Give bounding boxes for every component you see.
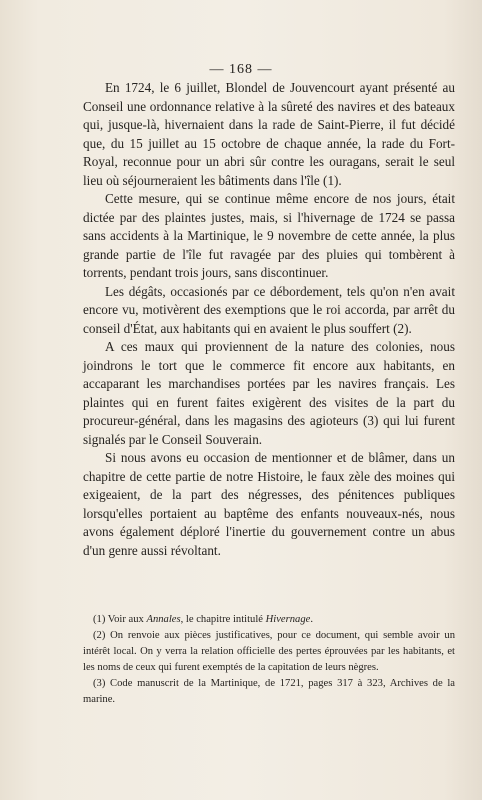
paragraph-5: Si nous avons eu occasion de mentionner et de blâmer, dans un chapitre de cette partie de notre Histoire, le faux zèle des moines qui exigeaient, de la part des négresses, des pénitences publiques lorsqu'elles portaient au baptême des enfants nouveaux-nés, nous avons également déploré l'inertie du gouvernement contre un abus d'un genre aussi révoltant. bbox=[83, 450, 455, 558]
paragraph-4: A ces maux qui proviennent de la nature des colonies, nous joindrons le tort que le commerce fit encore aux habitants, en accaparant les marchandises portées par les navires français. Les plaintes qui en furent faites exigèrent des visites de la part du procureur-général, dans les magasins des agioteurs (3) qui lui furent signalés par le Conseil Souverain. bbox=[83, 339, 455, 447]
body-text bbox=[83, 79, 455, 560]
page-number: — 168 — bbox=[209, 62, 273, 77]
paragraph-1: En 1724, le 6 juillet, Blondel de Jouvencourt ayant présenté au Conseil une ordonnance relative à la sûreté des navires et des bateaux qui, jusque-là, hivernaient dans la rade de Saint-Pierre, il fut décidé que, du 15 juillet au 15 octobre de chaque année, la rade du Fort-Royal, reconnue pour un abri sûr contre les ouragans, serait le seul lieu où séjourneraient les bâtiments dans l'île (1). bbox=[83, 80, 455, 188]
paragraph-3: Les dégâts, occasionés par ce débordement, tels qu'on n'en avait encore vu, motivèrent des exemptions que le roi accorda, par arrêt du conseil d'État, aux habitants qui en avaient le plus souffert (2). bbox=[83, 283, 455, 336]
footnote-1-prefix: (1) Voir aux bbox=[93, 614, 147, 625]
footnote-1-suffix: . bbox=[310, 614, 313, 625]
paragraph-2: Cette mesure, qui se continue même encore de nos jours, était dictée par des plaintes justes, mais, si l'hivernage de 1724 se passa sans accidents à la Martinique, le 9 novembre de cette année, la plus grande partie de l'île fut ravagée par des pluies qui tombèrent à torrents, pendant trois jours, sans discontinuer. bbox=[83, 191, 455, 280]
footnote-1 bbox=[83, 612, 455, 628]
footnotes bbox=[83, 612, 455, 708]
footnote-1-middle: , le chapitre intitulé bbox=[180, 614, 266, 625]
footnote-1-title: Hivernage bbox=[265, 614, 311, 625]
footnote-3: (3) Code manuscrit de la Martinique, de 1721, pages 317 à 323, Archives de la marine. bbox=[83, 678, 455, 705]
footnote-2: (2) On renvoie aux pièces justificatives, pour ce document, qui semble avoir un intérêt local. On y verra la relation officielle des pertes éprouvées par les habitants, et les noms de ceux qui furent exemptés de la capitation de leurs nègres. bbox=[83, 630, 455, 673]
footnote-1-annales: Annales bbox=[146, 614, 181, 625]
